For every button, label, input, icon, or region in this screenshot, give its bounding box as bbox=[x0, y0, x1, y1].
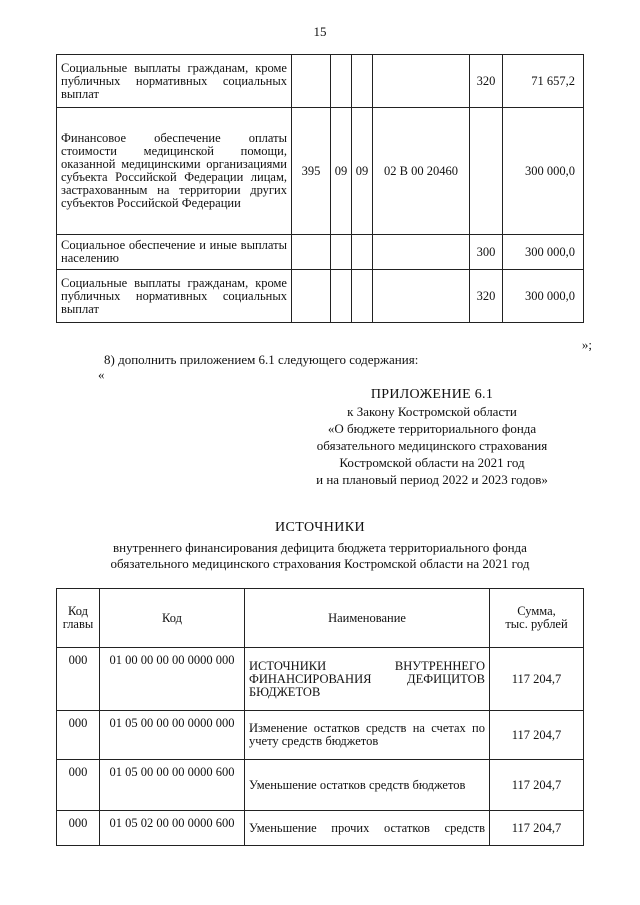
appendix-line: «О бюджете территориального фонда bbox=[327, 421, 537, 436]
expense-type-code: 320 bbox=[470, 270, 503, 323]
table-row bbox=[57, 648, 584, 711]
subsection-code bbox=[352, 235, 373, 270]
appendix-header bbox=[282, 386, 582, 488]
budget-code: 01 05 00 00 00 0000 000 bbox=[100, 711, 245, 760]
row-name: Финансовое обеспечение оплаты стоимости медицинской помощи, оказанной медицинскими организациями субъекта Российской Федерации лицам, застрахованным на территории других субъектов Российской Федерации bbox=[57, 108, 292, 235]
page-number: 15 bbox=[313, 24, 327, 39]
section-code bbox=[331, 55, 352, 108]
chapter-code: 000 bbox=[57, 760, 100, 811]
source-name: Уменьшение прочих остатков средств bbox=[245, 811, 490, 846]
expense-type-code bbox=[470, 108, 503, 235]
source-name: ИСТОЧНИКИ ВНУТРЕННЕГО ФИНАНСИРОВАНИЯ ДЕФИЦИТОВ БЮДЖЕТОВ bbox=[245, 648, 490, 711]
expense-type-code: 300 bbox=[470, 235, 503, 270]
section-code: 09 bbox=[331, 108, 352, 235]
amount: 71 657,2 bbox=[503, 55, 584, 108]
table-row bbox=[57, 235, 584, 270]
amount: 300 000,0 bbox=[503, 235, 584, 270]
header-name: Наименование bbox=[245, 589, 490, 648]
ministry-code bbox=[292, 270, 331, 323]
closing-quote: »; bbox=[581, 337, 592, 352]
budget-code: 01 05 02 00 00 0000 600 bbox=[100, 811, 245, 846]
ministry-code bbox=[292, 235, 331, 270]
section-code bbox=[331, 270, 352, 323]
sum: 117 204,7 bbox=[490, 648, 584, 711]
amount: 300 000,0 bbox=[503, 108, 584, 235]
table-row bbox=[57, 108, 584, 235]
chapter-code: 000 bbox=[57, 811, 100, 846]
ministry-code bbox=[292, 55, 331, 108]
amount: 300 000,0 bbox=[503, 270, 584, 323]
section-code bbox=[331, 235, 352, 270]
chapter-code: 000 bbox=[57, 648, 100, 711]
amendment-point: 8) дополнить приложением 6.1 следующего содержания: bbox=[104, 352, 419, 367]
table-row bbox=[57, 270, 584, 323]
target-code bbox=[373, 270, 470, 323]
financing-sources-table bbox=[56, 588, 584, 846]
appendix-line: к Закону Костромской области bbox=[347, 404, 517, 419]
header-sum bbox=[490, 589, 584, 648]
subsection-code bbox=[352, 55, 373, 108]
row-name: Социальное обеспечение и иные выплаты населению bbox=[57, 235, 292, 270]
expenditure-table bbox=[56, 54, 584, 323]
target-code bbox=[373, 55, 470, 108]
header-chapter-code: Код главы bbox=[57, 589, 100, 648]
header-sum-line: Сумма, bbox=[517, 604, 556, 618]
sum: 117 204,7 bbox=[490, 811, 584, 846]
target-code: 02 В 00 20460 bbox=[373, 108, 470, 235]
chapter-code: 000 bbox=[57, 711, 100, 760]
subtitle-line: внутреннего финансирования дефицита бюджета территориального фонда bbox=[113, 540, 527, 555]
appendix-line: Костромской области на 2021 год bbox=[339, 455, 525, 470]
row-name: Социальные выплаты гражданам, кроме публичных нормативных социальных выплат bbox=[57, 55, 292, 108]
expense-type-code: 320 bbox=[470, 55, 503, 108]
sum: 117 204,7 bbox=[490, 760, 584, 811]
ministry-code: 395 bbox=[292, 108, 331, 235]
table-row bbox=[57, 711, 584, 760]
sources-title: ИСТОЧНИКИ bbox=[275, 520, 365, 535]
row-name: Социальные выплаты гражданам, кроме публичных нормативных социальных выплат bbox=[57, 270, 292, 323]
subsection-code: 09 bbox=[352, 108, 373, 235]
opening-quote: « bbox=[98, 367, 105, 382]
sources-subtitle bbox=[60, 540, 580, 572]
header-code: Код bbox=[100, 589, 245, 648]
source-name: Изменение остатков средств на счетах по учету средств бюджетов bbox=[245, 711, 490, 760]
header-sum-line: тыс. рублей bbox=[505, 617, 568, 631]
table-row bbox=[57, 811, 584, 846]
budget-code: 01 05 00 00 00 0000 600 bbox=[100, 760, 245, 811]
appendix-title: ПРИЛОЖЕНИЕ 6.1 bbox=[370, 387, 494, 402]
budget-code: 01 00 00 00 00 0000 000 bbox=[100, 648, 245, 711]
table-row bbox=[57, 760, 584, 811]
table-row bbox=[57, 55, 584, 108]
appendix-line: и на плановый период 2022 и 2023 годов» bbox=[316, 472, 548, 487]
subsection-code bbox=[352, 270, 373, 323]
subtitle-line: обязательного медицинского страхования Костромской области на 2021 год bbox=[110, 556, 530, 571]
target-code bbox=[373, 235, 470, 270]
sum: 117 204,7 bbox=[490, 711, 584, 760]
source-name: Уменьшение остатков средств бюджетов bbox=[245, 760, 490, 811]
table-header-row bbox=[57, 589, 584, 648]
appendix-line: обязательного медицинского страхования bbox=[316, 438, 548, 453]
